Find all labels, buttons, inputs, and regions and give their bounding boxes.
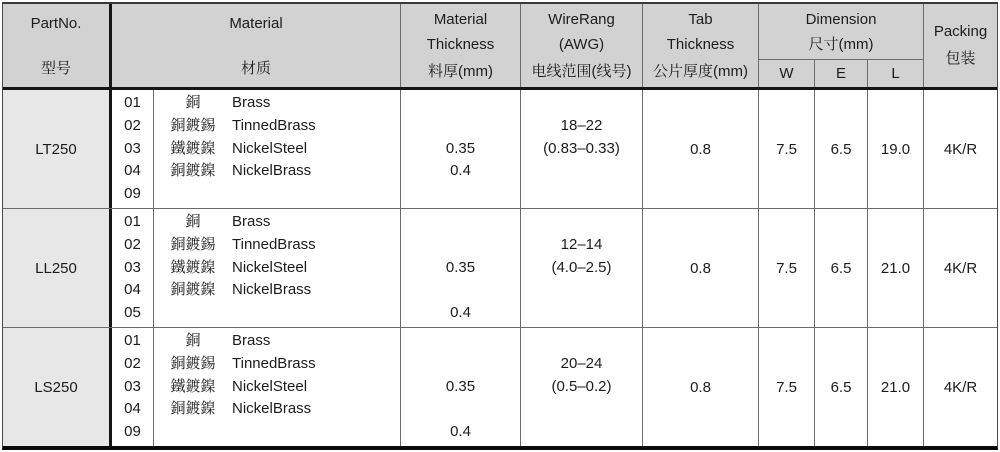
material-name-en: NickelSteel bbox=[232, 139, 308, 157]
material-codes-cell bbox=[112, 209, 154, 327]
col-header-packing-cn: 包装 bbox=[945, 50, 976, 67]
material-name-cn: 鐵鍍鎳 bbox=[170, 139, 216, 157]
col-header-dimension-cn: 尺寸(mm) bbox=[808, 36, 874, 53]
dim-l-value: 21.0 bbox=[868, 328, 924, 446]
material-code: 02 bbox=[124, 116, 141, 134]
wire-range-value: (0.83–0.33) bbox=[543, 139, 620, 157]
wire-range-value bbox=[521, 302, 642, 325]
wire-range-value: (0.5–0.2) bbox=[551, 377, 612, 395]
material-name-cn bbox=[154, 302, 232, 325]
col-header-wire-range-line1: WireRang bbox=[548, 11, 615, 28]
col-header-packing bbox=[924, 4, 997, 87]
material-thickness-value bbox=[401, 115, 520, 138]
packing-value: 4K/R bbox=[943, 140, 978, 158]
material-code: 04 bbox=[124, 400, 141, 418]
material-name-cn: 銅鍍錫 bbox=[170, 235, 216, 253]
col-header-dim-w: W bbox=[759, 60, 815, 87]
material-thickness-value bbox=[401, 398, 520, 421]
wire-range-cell bbox=[521, 90, 643, 208]
col-header-partno-cn: 型号 bbox=[40, 60, 71, 77]
material-name-cn: 銅鍍鎳 bbox=[170, 400, 216, 418]
material-thickness-value: 0.4 bbox=[450, 304, 471, 322]
material-code: 01 bbox=[124, 213, 141, 230]
material-name-en: TinnedBrass bbox=[232, 235, 316, 253]
col-header-dimension-en: Dimension bbox=[805, 11, 877, 28]
material-name-en: TinnedBrass bbox=[232, 354, 316, 372]
col-header-material-thickness-line2: Thickness bbox=[426, 35, 495, 53]
material-names-cell bbox=[154, 209, 401, 327]
material-name-en: NickelBrass bbox=[232, 281, 312, 299]
col-header-tab-thickness-cn: 公片厚度(mm) bbox=[653, 63, 748, 80]
material-name-row bbox=[154, 92, 400, 115]
material-names-cell bbox=[154, 90, 401, 208]
wire-range-value: 12–14 bbox=[560, 235, 603, 253]
material-code: 03 bbox=[124, 139, 141, 157]
tab-thickness-cell: 0.8 bbox=[643, 209, 759, 327]
wire-range-value bbox=[521, 160, 642, 183]
material-thickness-value bbox=[401, 353, 520, 376]
col-header-tab-thickness-line1: Tab bbox=[688, 11, 713, 28]
wire-range-value bbox=[521, 92, 642, 115]
col-header-tab-thickness-line2: Thickness bbox=[666, 35, 735, 53]
wire-range-cell bbox=[521, 209, 643, 327]
dim-w-value: 7.5 bbox=[759, 209, 815, 327]
wire-range-value bbox=[521, 398, 642, 421]
wire-range-value bbox=[521, 330, 642, 353]
col-header-wire-range-line2: (AWG) bbox=[558, 35, 605, 53]
dim-w-value: 7.5 bbox=[759, 90, 815, 208]
material-code: 02 bbox=[124, 354, 141, 372]
table-row bbox=[3, 90, 997, 209]
material-name-cn: 銅 bbox=[185, 332, 201, 349]
table-row bbox=[3, 328, 997, 446]
material-name-row bbox=[154, 211, 400, 234]
part-no-cell: LS250 bbox=[3, 328, 112, 446]
material-thickness-cell bbox=[401, 90, 521, 208]
material-code: 01 bbox=[124, 94, 141, 111]
material-thickness-value bbox=[401, 330, 520, 353]
material-code: 04 bbox=[124, 162, 141, 180]
material-thickness-cell bbox=[401, 328, 521, 446]
material-name-en: Brass bbox=[232, 94, 271, 111]
wire-range-value bbox=[521, 183, 642, 206]
material-code: 03 bbox=[124, 377, 141, 395]
col-header-material bbox=[112, 4, 401, 87]
material-name-row bbox=[154, 138, 400, 161]
dimension-subheader-row bbox=[759, 60, 923, 87]
material-name-cn: 銅鍍錫 bbox=[170, 116, 216, 134]
material-name-cn: 銅鍍鎳 bbox=[170, 162, 216, 180]
wire-range-cell bbox=[521, 328, 643, 446]
part-no-cell: LT250 bbox=[3, 90, 112, 208]
col-header-partno-en: PartNo. bbox=[30, 15, 82, 32]
material-name-row bbox=[154, 160, 400, 183]
col-header-dimension bbox=[759, 4, 924, 87]
material-name-en: NickelSteel bbox=[232, 258, 308, 276]
col-header-material-en: Material bbox=[229, 15, 283, 32]
material-name-row bbox=[154, 183, 400, 206]
material-name-cn: 銅 bbox=[185, 213, 201, 230]
material-name-row bbox=[154, 302, 400, 325]
material-thickness-value: 0.4 bbox=[450, 162, 471, 180]
material-codes-cell bbox=[112, 90, 154, 208]
material-name-cn: 銅鍍鎳 bbox=[170, 281, 216, 299]
col-header-wire-range bbox=[521, 4, 643, 87]
material-code: 01 bbox=[124, 332, 141, 349]
dim-l-value: 19.0 bbox=[868, 90, 924, 208]
wire-range-value: 20–24 bbox=[560, 354, 603, 372]
material-name-en: Brass bbox=[232, 213, 271, 230]
material-name-cn: 銅鍍錫 bbox=[170, 354, 216, 372]
material-name-row bbox=[154, 115, 400, 138]
material-name-en bbox=[232, 183, 400, 206]
wire-range-value: 18–22 bbox=[560, 116, 603, 134]
material-thickness-value bbox=[401, 92, 520, 115]
material-name-en: NickelSteel bbox=[232, 377, 308, 395]
dim-e-value: 6.5 bbox=[815, 328, 868, 446]
packing-value: 4K/R bbox=[943, 259, 978, 277]
wire-range-value bbox=[521, 421, 642, 444]
col-header-material-thickness bbox=[401, 4, 521, 87]
col-header-packing-en: Packing bbox=[933, 23, 988, 40]
col-header-tab-thickness bbox=[643, 4, 759, 87]
material-names-cell bbox=[154, 328, 401, 446]
material-code: 09 bbox=[124, 423, 141, 441]
material-name-row bbox=[154, 398, 400, 421]
tab-thickness-cell: 0.8 bbox=[643, 328, 759, 446]
tab-thickness-cell: 0.8 bbox=[643, 90, 759, 208]
material-thickness-value bbox=[401, 279, 520, 302]
material-name-en: NickelBrass bbox=[232, 400, 312, 418]
material-code: 04 bbox=[124, 281, 141, 299]
wire-range-value: (4.0–2.5) bbox=[551, 258, 612, 276]
material-thickness-value: 0.4 bbox=[450, 423, 471, 441]
col-header-dim-l: L bbox=[891, 65, 900, 82]
dim-w-value: 7.5 bbox=[759, 328, 815, 446]
col-header-material-thickness-line1: Material bbox=[433, 11, 488, 28]
col-header-partno bbox=[3, 4, 112, 87]
material-name-row bbox=[154, 330, 400, 353]
material-code: 09 bbox=[124, 185, 141, 203]
col-header-dimension-title bbox=[759, 4, 923, 60]
dim-e-value: 6.5 bbox=[815, 209, 868, 327]
wire-range-value bbox=[521, 211, 642, 234]
wire-range-value bbox=[521, 279, 642, 302]
material-name-row bbox=[154, 279, 400, 302]
material-name-en: TinnedBrass bbox=[232, 116, 316, 134]
material-thickness-value: 0.35 bbox=[445, 377, 476, 395]
material-thickness-cell bbox=[401, 209, 521, 327]
material-thickness-value bbox=[401, 183, 520, 206]
material-name-row bbox=[154, 421, 400, 444]
material-name-row bbox=[154, 376, 400, 399]
col-header-dim-e: E bbox=[815, 60, 868, 87]
material-name-en bbox=[232, 421, 400, 444]
dim-l-value: 21.0 bbox=[868, 209, 924, 327]
material-name-en bbox=[232, 302, 400, 325]
material-code: 02 bbox=[124, 235, 141, 253]
material-thickness-value bbox=[401, 211, 520, 234]
header-row bbox=[3, 4, 997, 90]
material-name-cn bbox=[154, 183, 232, 206]
material-codes-cell bbox=[112, 328, 154, 446]
material-thickness-value: 0.35 bbox=[445, 258, 476, 276]
dim-e-value: 6.5 bbox=[815, 90, 868, 208]
material-name-row bbox=[154, 353, 400, 376]
table-row bbox=[3, 209, 997, 328]
part-no-cell: LL250 bbox=[3, 209, 112, 327]
material-code: 05 bbox=[124, 304, 141, 322]
col-header-material-thickness-cn: 料厚(mm) bbox=[428, 63, 493, 80]
material-name-cn bbox=[154, 421, 232, 444]
material-name-en: Brass bbox=[232, 332, 271, 349]
material-name-cn: 銅 bbox=[185, 94, 201, 111]
material-name-cn: 鐵鍍鎳 bbox=[170, 377, 216, 395]
material-name-en: NickelBrass bbox=[232, 162, 312, 180]
material-name-row bbox=[154, 257, 400, 280]
spec-table bbox=[2, 2, 998, 450]
material-thickness-value bbox=[401, 234, 520, 257]
packing-value: 4K/R bbox=[943, 378, 978, 396]
col-header-material-cn: 材质 bbox=[240, 60, 271, 77]
material-name-cn: 鐵鍍鎳 bbox=[170, 258, 216, 276]
col-header-wire-range-cn: 电线范围(线号) bbox=[531, 63, 632, 80]
material-code: 03 bbox=[124, 258, 141, 276]
material-name-row bbox=[154, 234, 400, 257]
material-thickness-value: 0.35 bbox=[445, 139, 476, 157]
